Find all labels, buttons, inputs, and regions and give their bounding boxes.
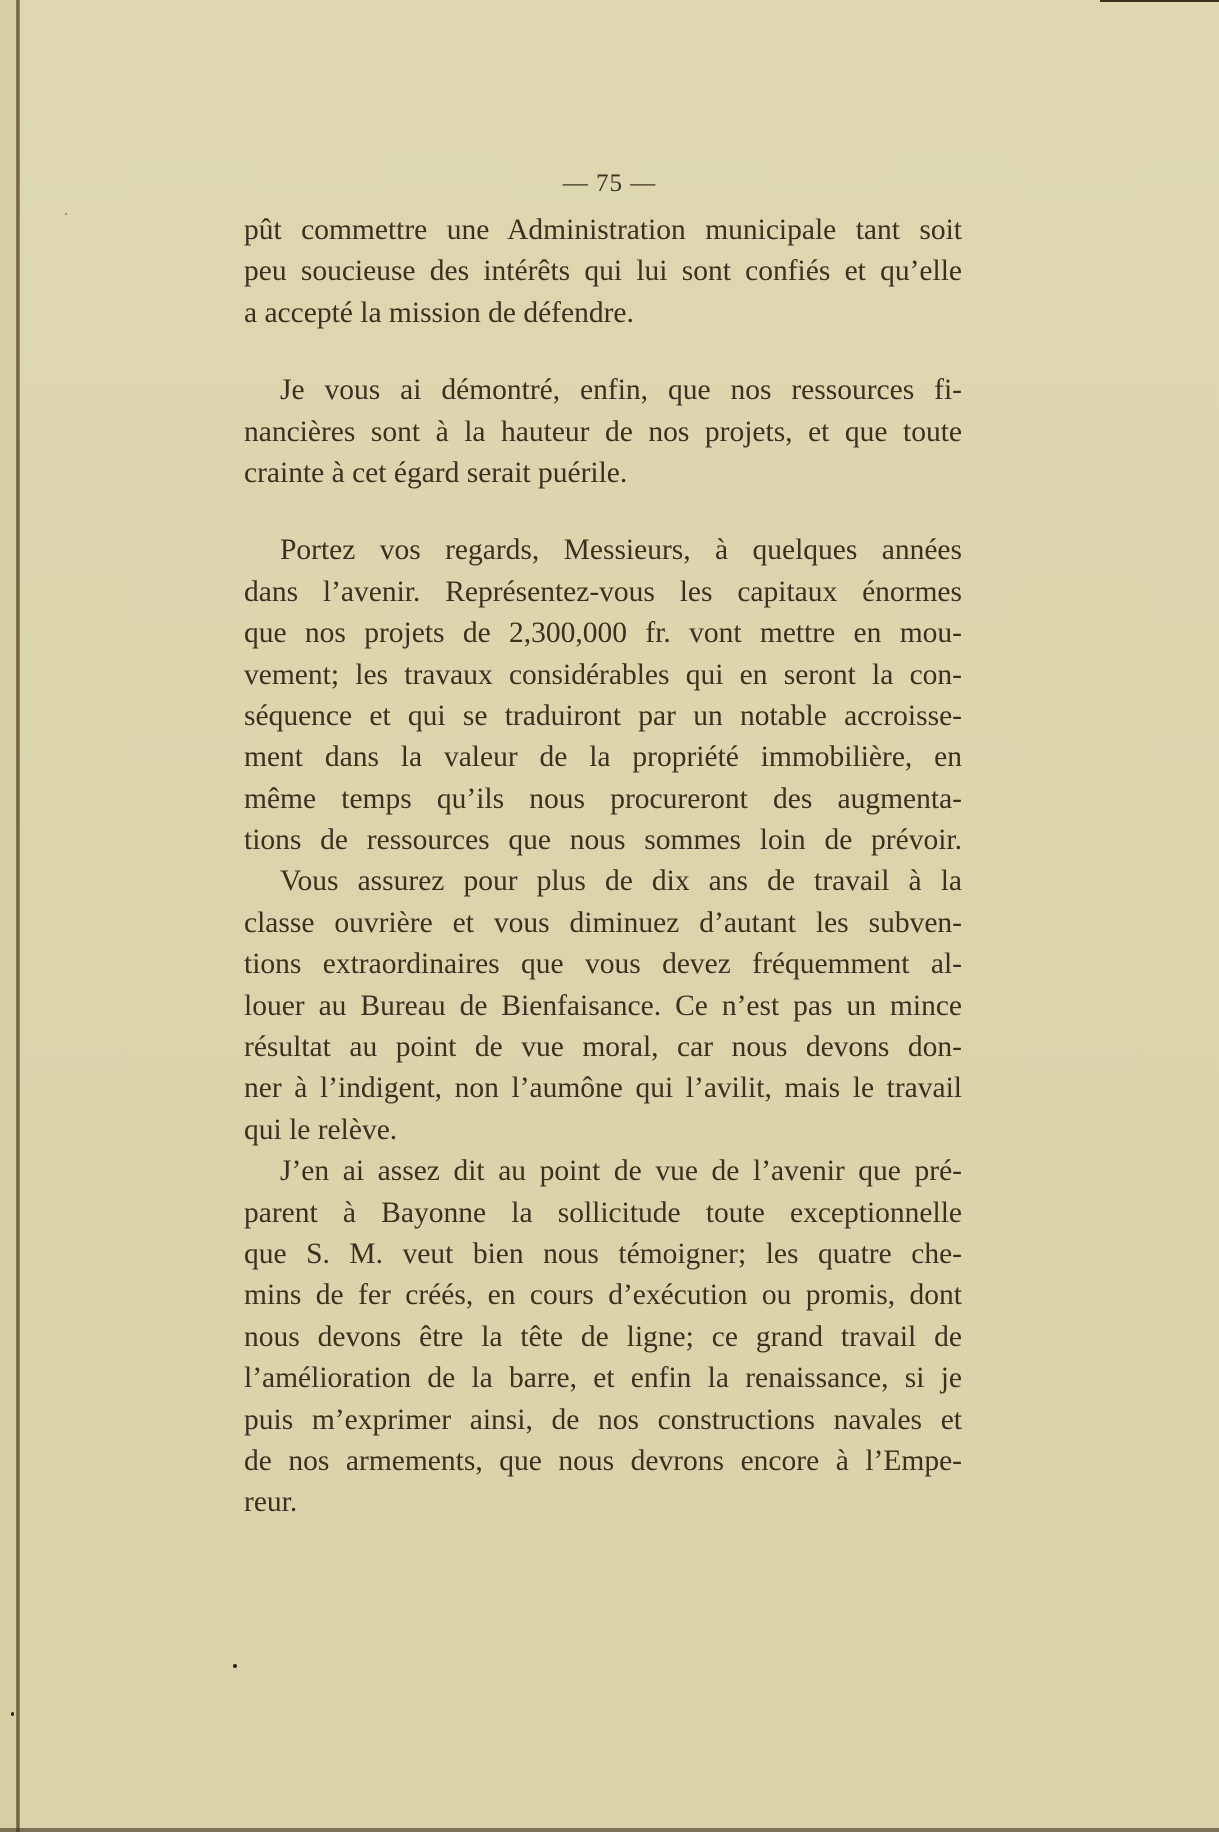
text-line: vement; les travaux considérables qui en seront la con- [244,658,962,691]
ink-speck [65,213,67,215]
paragraph [244,530,962,861]
ink-speck [11,1712,14,1716]
paragraph-gap [244,334,962,370]
paragraph [244,370,962,494]
text-line: Vous assurez pour plus de dix ans de travail à la [280,865,962,898]
binding-strip [0,0,16,1832]
text-line: de nos armements, que nous devrons encore à l’Empe- [244,1444,962,1477]
text-line: nancières sont à la hauteur de nos projets, et que toute [244,415,962,448]
text-line: a accepté la mission de défendre. [244,296,634,329]
text-line: nous devons être la tête de ligne; ce grand travail de [244,1320,962,1353]
text-line: dans l’avenir. Représentez-vous les capitaux énormes [244,575,962,608]
text-line: Portez vos regards, Messieurs, à quelques années [280,534,962,567]
bottom-page-edge [0,1828,1219,1832]
text-line: qui le relève. [244,1113,398,1146]
text-line: louer au Bureau de Bienfaisance. Ce n’est pas un mince [244,989,962,1022]
text-line: que nos projets de 2,300,000 fr. vont mettre en mou- [244,617,962,650]
text-line: ner à l’indigent, non l’aumône qui l’avilit, mais le travail [244,1072,962,1105]
text-line: parent à Bayonne la sollicitude toute exceptionnelle [244,1196,962,1229]
text-line: peu soucieuse des intérêts qui lui sont confiés et qu’elle [244,255,962,288]
text-line: tions extraordinaires que vous devez fréquemment al- [244,948,962,981]
text-line: tions de ressources que nous sommes loin de prévoir. [244,824,962,857]
body-text [244,210,962,1524]
text-line: séquence et qui se traduiront par un notable accroisse- [244,699,962,732]
text-line: Je vous ai démontré, enfin, que nos ressources fi- [280,374,962,407]
text-line: crainte à cet égard serait puérile. [244,456,628,489]
text-line: même temps qu’ils nous procureront des augmenta- [244,782,962,815]
text-line: l’amélioration de la barre, et enfin la renaissance, si je [244,1362,962,1395]
paragraph [244,861,962,1151]
ink-speck [233,1664,237,1668]
text-line: ment dans la valeur de la propriété immobilière, en [244,741,962,774]
text-line: que S. M. veut bien nous témoigner; les quatre che- [244,1237,962,1270]
paragraph [244,1151,962,1524]
text-line: résultat au point de vue moral, car nous devons don- [244,1031,962,1064]
paragraph [244,210,962,334]
page-number: — 75 — [562,170,657,197]
paragraph-gap [244,494,962,530]
top-page-edge [1100,0,1219,2]
text-line: reur. [244,1486,298,1519]
text-line: puis m’exprimer ainsi, de nos constructions navales et [244,1403,962,1436]
text-line: mins de fer créés, en cours d’exécution ou promis, dont [244,1279,962,1312]
text-line: classe ouvrière et vous diminuez d’autant les subven- [244,906,962,939]
text-line: J’en ai assez dit au point de vue de l’avenir que pré- [280,1155,962,1188]
text-line: pût commettre une Administration municipale tant soit [244,214,962,246]
binding-edge [16,0,20,1832]
